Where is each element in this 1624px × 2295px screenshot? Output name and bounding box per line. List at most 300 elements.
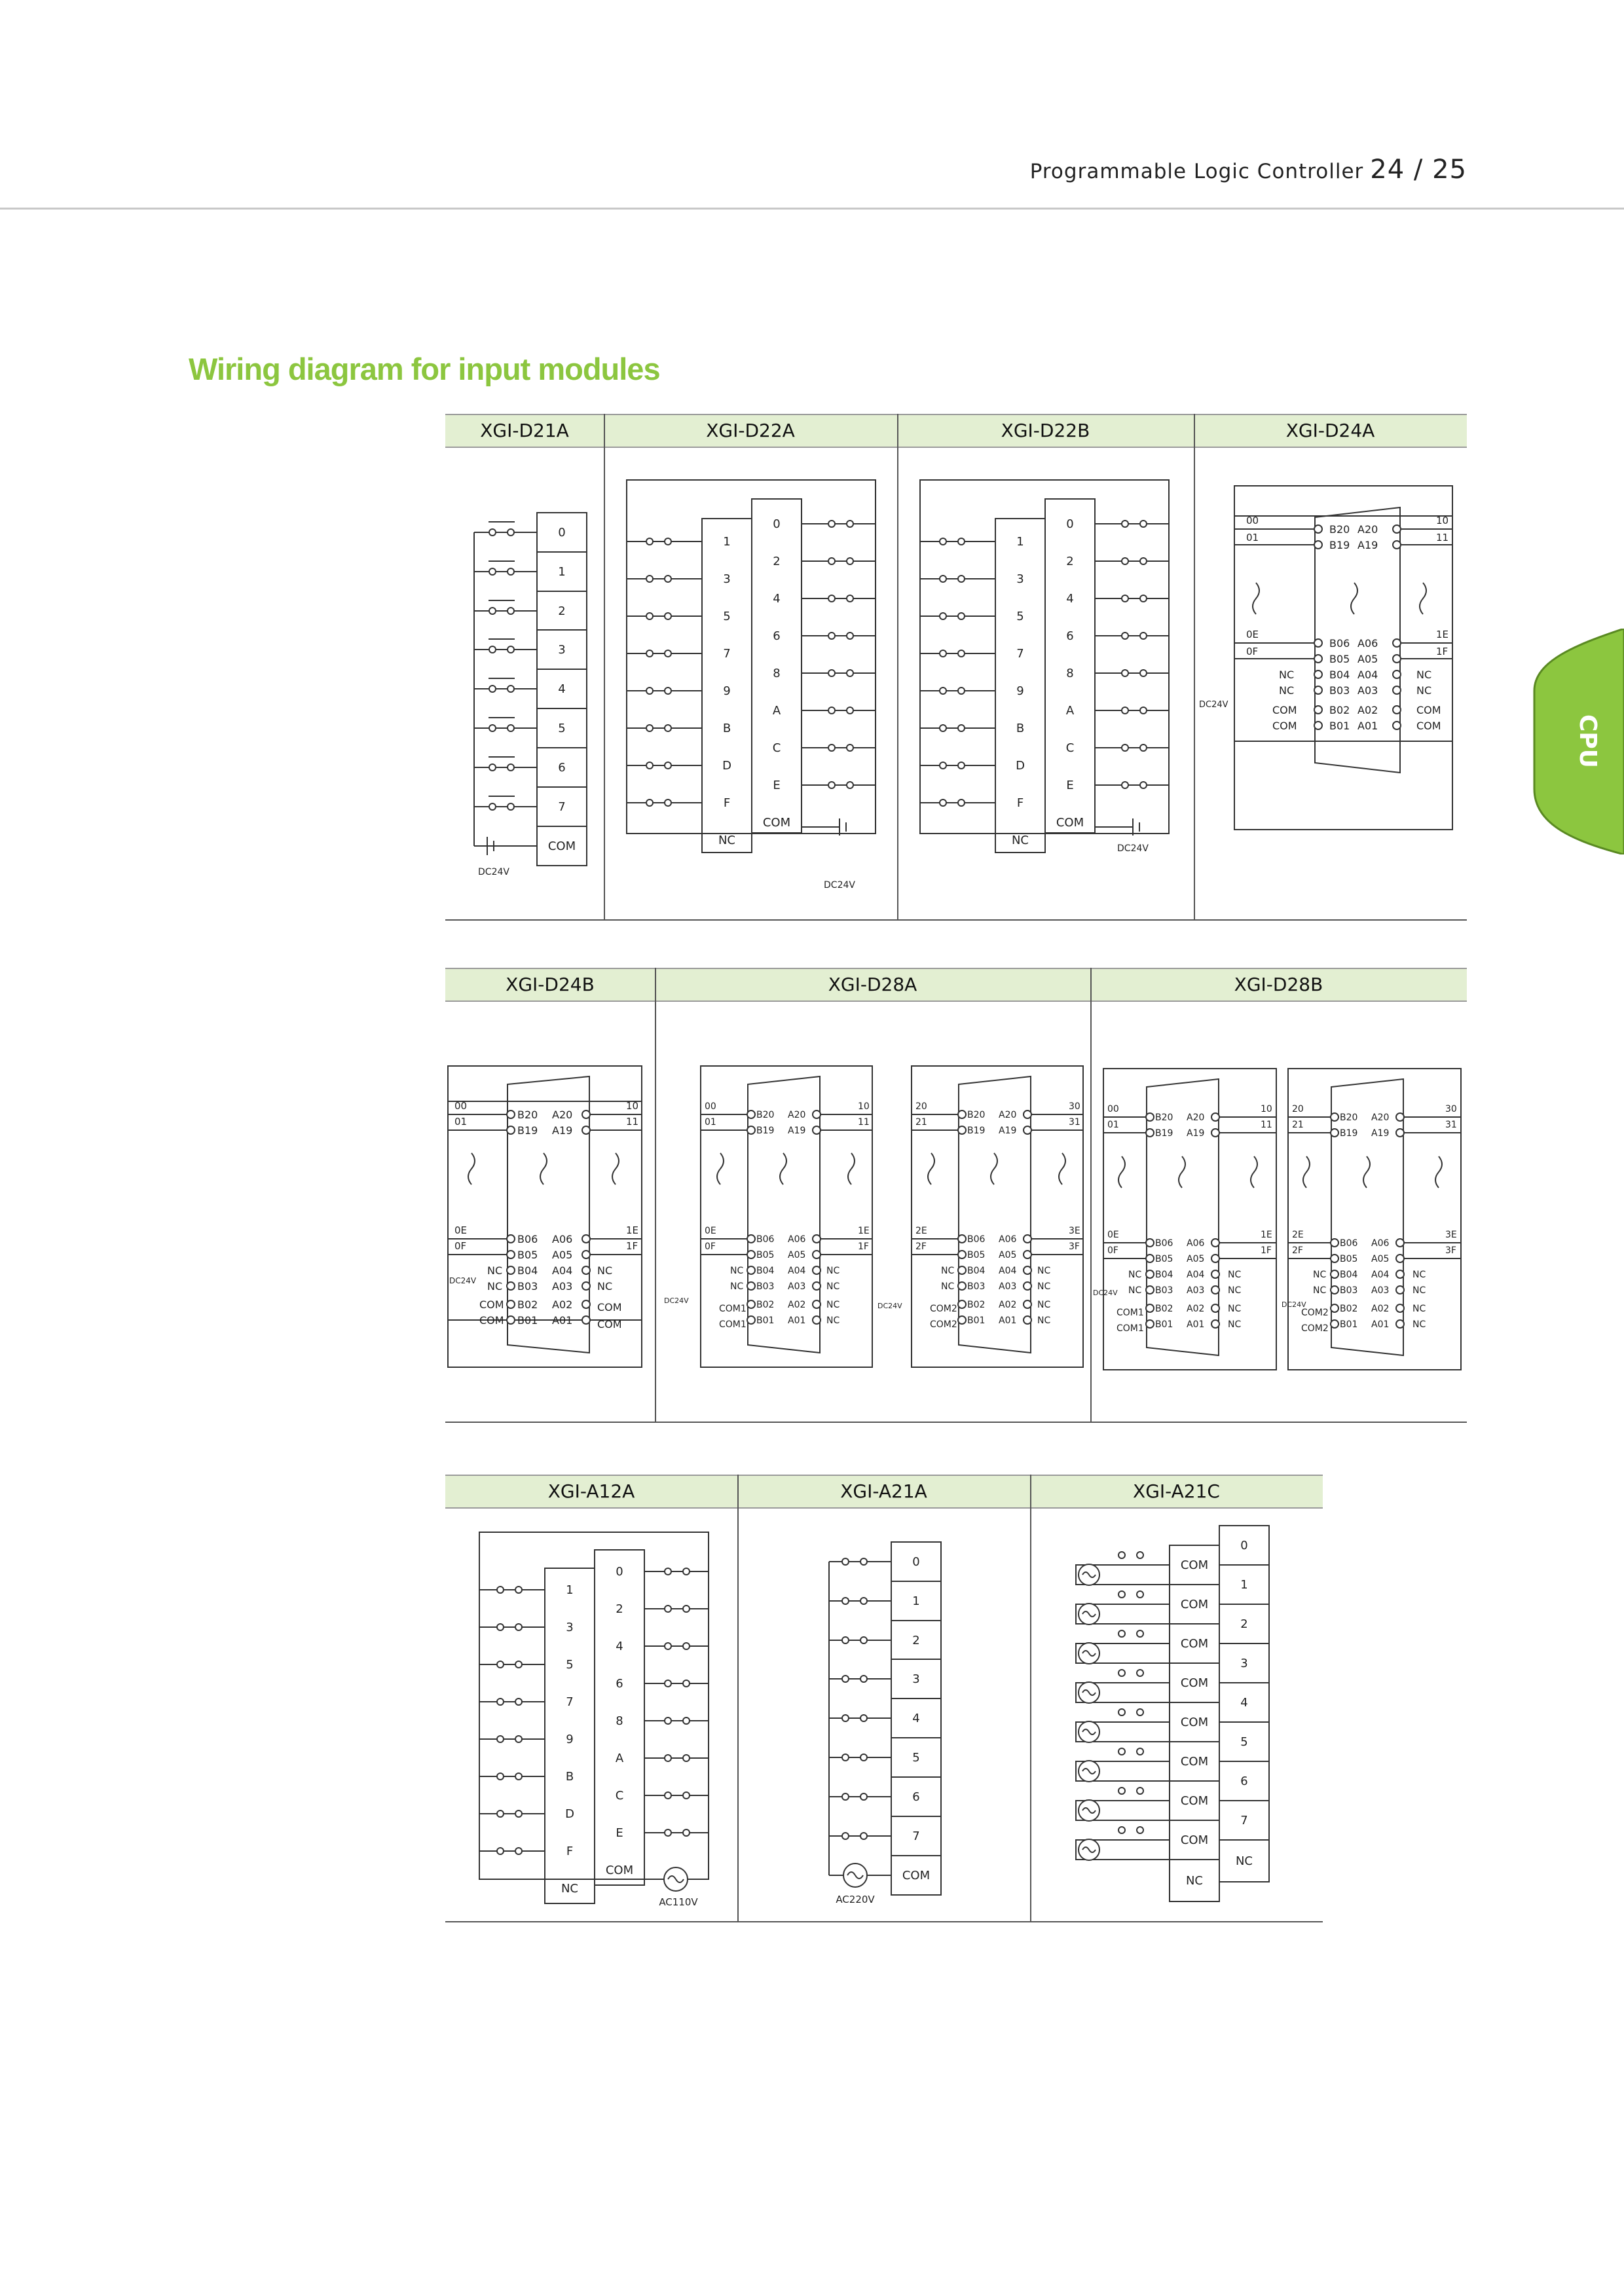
pin-label: B20: [967, 1110, 986, 1120]
pin-label: A01: [788, 1315, 806, 1326]
pin-label: A01: [552, 1314, 573, 1327]
pin-label: B19: [756, 1126, 775, 1136]
input-label: 1F: [626, 1240, 638, 1252]
terminal-label: C: [1065, 741, 1075, 755]
pin-label: A03: [788, 1281, 806, 1292]
side-label: NC: [1416, 684, 1432, 697]
input-label: 11: [1436, 532, 1449, 543]
header-title-text: Programmable Logic Controller: [1029, 160, 1364, 183]
pin-label: B20: [1329, 523, 1350, 536]
terminal-label: E: [773, 779, 781, 792]
terminal-label: 5: [566, 1658, 574, 1672]
terminal-label: 8: [1066, 667, 1074, 680]
input-label: 11: [858, 1117, 870, 1128]
side-label: NC: [487, 1280, 503, 1293]
pin-label: A19: [1371, 1128, 1390, 1139]
pin-label: A04: [1357, 669, 1378, 681]
input-label: 31: [1445, 1120, 1457, 1130]
module-title-xgi-d28a: XGI-D28A: [828, 974, 917, 995]
pin-label: A05: [552, 1249, 573, 1261]
diagram-xgi-d28b: [1090, 999, 1467, 1392]
pin-label: A03: [552, 1280, 573, 1293]
input-label: 10: [858, 1101, 870, 1112]
pin-label: B01: [1340, 1319, 1358, 1330]
input-label: 11: [626, 1116, 639, 1128]
module-title-xgi-a21c: XGI-A21C: [1133, 1480, 1220, 1502]
pin-label: B20: [1340, 1112, 1358, 1123]
input-label: 01: [454, 1116, 468, 1128]
input-label: 3E: [1445, 1230, 1457, 1240]
input-label: 10: [1436, 515, 1449, 526]
terminal-label: NC: [1011, 834, 1029, 847]
pin-label: A04: [999, 1266, 1017, 1276]
terminal-label: B: [565, 1770, 574, 1784]
pin-label: A06: [1371, 1238, 1390, 1249]
terminal-label: COM: [1180, 1637, 1209, 1651]
pin-label: B06: [1340, 1238, 1358, 1249]
input-label: 0F: [1246, 646, 1259, 657]
supply-label: DC24V: [824, 880, 855, 890]
side-label: NC: [826, 1266, 840, 1276]
side-label: COM2: [930, 1319, 957, 1330]
input-label: 0E: [1107, 1230, 1119, 1240]
pin-label: B06: [967, 1234, 986, 1245]
input-label: 30: [1445, 1104, 1457, 1114]
side-label: COM2: [1301, 1323, 1329, 1334]
terminal-label: B: [722, 722, 731, 735]
terminal-label: D: [565, 1807, 574, 1821]
pin-label: B20: [756, 1110, 775, 1120]
terminal-label: 6: [616, 1677, 623, 1691]
supply-label: DC24V: [664, 1296, 689, 1305]
pin-label: B20: [517, 1109, 538, 1121]
module-title-xgi-d24a: XGI-D24A: [1285, 420, 1375, 441]
input-label: 21: [1292, 1120, 1304, 1130]
side-label: COM: [1272, 704, 1297, 716]
pin-label: A19: [788, 1126, 806, 1136]
pin-label: B04: [1340, 1270, 1358, 1280]
pin-label: A20: [552, 1109, 573, 1121]
pin-label: A05: [1187, 1254, 1205, 1264]
pin-label: A02: [1357, 704, 1378, 716]
pin-label: B19: [1155, 1128, 1173, 1139]
pin-label: B04: [756, 1266, 775, 1276]
terminal-label: COM: [1180, 1794, 1209, 1808]
terminal-label: 5: [1016, 610, 1024, 623]
terminal-label: NC: [1235, 1854, 1253, 1868]
input-label: 01: [1246, 532, 1259, 543]
pin-label: A01: [999, 1315, 1017, 1326]
page-number: 24 / 25: [1370, 155, 1467, 185]
side-label: NC: [826, 1315, 840, 1326]
input-label: 3F: [1445, 1245, 1456, 1256]
terminal-label: 4: [1066, 592, 1074, 606]
side-label: NC: [1313, 1270, 1327, 1280]
terminal-label: 6: [1066, 629, 1074, 643]
group-1-header: [445, 414, 1467, 448]
module-title-xgi-d22b: XGI-D22B: [1001, 420, 1090, 441]
side-label: COM1: [719, 1304, 747, 1314]
side-label: NC: [730, 1266, 744, 1276]
side-label: NC: [1037, 1300, 1051, 1310]
side-label: NC: [1313, 1285, 1327, 1296]
module-title-xgi-a12a: XGI-A12A: [547, 1480, 635, 1502]
input-label: 11: [1261, 1120, 1272, 1130]
terminal-label: D: [1016, 759, 1025, 773]
side-label: NC: [1412, 1319, 1426, 1330]
terminal-label: 1: [1240, 1578, 1248, 1592]
pin-label: B02: [756, 1300, 775, 1310]
pin-label: A03: [1371, 1285, 1390, 1296]
pin-label: B02: [967, 1300, 986, 1310]
group-bottom-rule: [445, 919, 1467, 921]
pin-label: B01: [1329, 720, 1350, 732]
terminal-label: 2: [773, 555, 781, 568]
terminal-label: NC: [561, 1882, 579, 1896]
pin-label: A20: [1371, 1112, 1390, 1123]
side-label: COM: [1416, 720, 1441, 732]
side-label: COM: [1272, 720, 1297, 732]
side-label: NC: [1128, 1270, 1142, 1280]
pin-label: A04: [1187, 1270, 1205, 1280]
supply-label: DC24V: [449, 1276, 477, 1285]
terminal-label: 7: [1016, 647, 1024, 661]
side-label: NC: [1037, 1281, 1051, 1292]
terminal-label: 7: [912, 1829, 920, 1843]
terminal-label: B: [1016, 722, 1025, 735]
terminal-label: 9: [723, 684, 731, 698]
side-label: NC: [1279, 684, 1295, 697]
terminal-label: 7: [723, 647, 731, 661]
pin-label: A06: [1357, 637, 1378, 650]
terminal-label: 5: [912, 1751, 920, 1765]
pin-label: B19: [1329, 539, 1350, 551]
pin-label: B04: [1155, 1270, 1173, 1280]
terminal-label: 0: [558, 526, 566, 540]
input-label: 2E: [915, 1226, 927, 1236]
input-label: 00: [454, 1100, 468, 1112]
diagram-xgi-d24b: [445, 999, 655, 1392]
input-label: 30: [1069, 1101, 1080, 1112]
pin-label: A04: [552, 1264, 573, 1277]
terminal-label: 8: [616, 1714, 623, 1728]
terminal-label: 4: [773, 592, 781, 606]
terminal-label: NC: [1185, 1874, 1204, 1888]
input-label: 31: [1069, 1117, 1080, 1128]
side-label: NC: [1279, 669, 1295, 681]
group-2-header: [445, 968, 1467, 1002]
terminal-label: C: [772, 741, 781, 755]
cpu-side-tab[interactable]: [1529, 629, 1624, 854]
terminal-label: 0: [616, 1565, 623, 1579]
side-label: NC: [597, 1280, 613, 1293]
input-label: 0E: [454, 1224, 468, 1236]
terminal-label: 6: [773, 629, 781, 643]
pin-label: B01: [517, 1314, 538, 1327]
terminal-label: 3: [1016, 572, 1024, 586]
pin-label: B03: [1329, 684, 1350, 697]
side-label: COM: [479, 1298, 504, 1311]
input-label: 3E: [1069, 1226, 1080, 1236]
terminal-label: E: [1066, 779, 1074, 792]
terminal-label: 1: [1016, 535, 1024, 549]
pin-label: B05: [1340, 1254, 1358, 1264]
pin-label: B05: [1329, 653, 1350, 665]
group-3: [445, 1475, 1323, 1922]
terminal-label: F: [1016, 796, 1024, 810]
side-label: COM1: [1116, 1323, 1144, 1334]
side-label: NC: [1416, 669, 1432, 681]
terminal-label: F: [566, 1845, 574, 1858]
terminal-label: COM: [605, 1864, 634, 1877]
input-label: 0F: [1107, 1245, 1118, 1256]
module-title-xgi-d24b: XGI-D24B: [506, 974, 595, 995]
pin-label: A19: [552, 1124, 573, 1137]
side-label: COM: [597, 1318, 622, 1331]
side-label: NC: [487, 1264, 503, 1277]
side-label: COM: [597, 1301, 622, 1313]
diagram-xgi-d22a: [604, 445, 897, 904]
side-label: NC: [1412, 1285, 1426, 1296]
terminal-label: 3: [1240, 1657, 1248, 1670]
cpu-tab-label: CPU: [1574, 714, 1601, 769]
pin-label: B03: [517, 1280, 538, 1293]
terminal-label: 2: [1066, 555, 1074, 568]
terminal-label: 0: [1066, 517, 1074, 531]
terminal-label: 2: [616, 1602, 623, 1616]
pin-label: A05: [788, 1250, 806, 1260]
input-label: 2F: [915, 1241, 927, 1252]
pin-label: B06: [756, 1234, 775, 1245]
terminal-label: 4: [616, 1640, 623, 1653]
side-label: NC: [1228, 1270, 1242, 1280]
terminal-label: 6: [912, 1790, 920, 1804]
input-label: 00: [1246, 515, 1259, 526]
terminal-label: COM: [762, 816, 791, 830]
terminal-label: 5: [1240, 1735, 1248, 1749]
supply-label: DC24V: [1199, 700, 1228, 710]
input-label: 1F: [858, 1241, 869, 1252]
terminal-label: 6: [558, 761, 566, 775]
input-label: 21: [915, 1117, 927, 1128]
diagram-xgi-d28a: [655, 999, 1090, 1392]
module-title-xgi-a21a: XGI-A21A: [840, 1480, 927, 1502]
terminal-label: D: [722, 759, 731, 773]
input-label: 10: [626, 1100, 639, 1112]
input-label: 10: [1261, 1104, 1272, 1114]
terminal-label: 7: [558, 800, 566, 814]
terminal-label: 0: [912, 1555, 920, 1569]
terminal-label: COM: [1180, 1598, 1209, 1611]
pin-label: B05: [1155, 1254, 1173, 1264]
module-title-xgi-d28b: XGI-D28B: [1234, 974, 1323, 995]
terminal-label: 4: [1240, 1696, 1248, 1710]
side-label: NC: [1128, 1285, 1142, 1296]
supply-label: AC220V: [836, 1894, 875, 1905]
terminal-label: 9: [566, 1733, 574, 1746]
side-label: NC: [1228, 1319, 1242, 1330]
pin-label: B02: [1340, 1304, 1358, 1314]
pin-label: A06: [1187, 1238, 1205, 1249]
terminal-label: A: [772, 704, 781, 718]
terminal-label: 4: [912, 1712, 920, 1725]
terminal-label: COM: [1180, 1558, 1209, 1572]
pin-label: B05: [517, 1249, 538, 1261]
group-3-header: [445, 1475, 1323, 1509]
pin-label: A05: [1371, 1254, 1390, 1264]
terminal-label: 4: [558, 682, 566, 696]
side-label: COM: [1416, 704, 1441, 716]
pin-label: B06: [517, 1233, 538, 1245]
terminal-label: 3: [558, 643, 566, 657]
input-label: 3F: [1069, 1241, 1080, 1252]
pin-label: B02: [517, 1298, 538, 1311]
terminal-label: A: [1065, 704, 1075, 718]
terminal-label: NC: [718, 834, 736, 847]
side-label: COM1: [1116, 1308, 1144, 1318]
pin-label: A02: [788, 1300, 806, 1310]
pin-label: A06: [788, 1234, 806, 1245]
pin-label: A03: [999, 1281, 1017, 1292]
pin-label: B03: [1340, 1285, 1358, 1296]
terminal-label: 0: [773, 517, 781, 531]
side-label: NC: [1412, 1304, 1426, 1314]
input-label: 01: [705, 1117, 716, 1128]
input-label: 20: [915, 1101, 927, 1112]
supply-label: DC24V: [1093, 1289, 1118, 1297]
pin-label: B03: [756, 1281, 775, 1292]
diagram-xgi-a12a: [445, 1506, 737, 1919]
side-label: NC: [1037, 1266, 1051, 1276]
group-bottom-rule: [445, 1921, 1323, 1922]
side-label: NC: [826, 1281, 840, 1292]
side-label: NC: [1228, 1285, 1242, 1296]
pin-label: A20: [788, 1110, 806, 1120]
terminal-label: COM: [1180, 1676, 1209, 1690]
terminal-label: E: [616, 1826, 623, 1840]
terminal-label: 3: [723, 572, 731, 586]
input-label: 00: [1107, 1104, 1119, 1114]
input-label: 1F: [1436, 646, 1449, 657]
terminal-label: 7: [1240, 1814, 1248, 1827]
input-label: 1E: [626, 1224, 639, 1236]
terminal-label: 9: [1016, 684, 1024, 698]
header-rule: [0, 208, 1624, 210]
supply-label: DC24V: [478, 867, 509, 877]
diagram-xgi-a21a: [737, 1506, 1030, 1919]
pin-label: B05: [756, 1250, 775, 1260]
pin-label: B04: [1329, 669, 1350, 681]
supply-label: DC24V: [1117, 843, 1149, 854]
terminal-label: COM: [1180, 1755, 1209, 1769]
input-label: 0E: [1246, 629, 1259, 640]
pin-label: A02: [1371, 1304, 1390, 1314]
input-label: 1F: [1261, 1245, 1272, 1256]
pin-label: A01: [1371, 1319, 1390, 1330]
input-label: 2E: [1292, 1230, 1304, 1240]
side-label: NC: [1412, 1270, 1426, 1280]
pin-label: B19: [1340, 1128, 1358, 1139]
pin-label: A03: [1357, 684, 1378, 697]
side-label: NC: [941, 1281, 955, 1292]
pin-label: A01: [1187, 1319, 1205, 1330]
pin-label: A04: [788, 1266, 806, 1276]
pin-label: A20: [1357, 523, 1378, 536]
terminal-label: 5: [558, 722, 566, 735]
terminal-label: C: [615, 1789, 624, 1803]
supply-label: DC24V: [1282, 1300, 1306, 1309]
input-label: 01: [1107, 1120, 1119, 1130]
terminal-label: F: [723, 796, 731, 810]
terminal-label: COM: [902, 1869, 931, 1882]
supply-label: AC110V: [659, 1896, 698, 1908]
pin-label: B20: [1155, 1112, 1173, 1123]
section-title: Wiring diagram for input modules: [189, 352, 660, 386]
pin-label: A02: [552, 1298, 573, 1311]
pin-label: A02: [999, 1300, 1017, 1310]
input-label: 1E: [858, 1226, 870, 1236]
pin-label: A04: [1371, 1270, 1390, 1280]
terminal-label: 2: [912, 1634, 920, 1647]
header-title: [851, 155, 1467, 185]
terminal-label: 6: [1240, 1774, 1248, 1788]
terminal-label: 1: [912, 1594, 920, 1608]
pin-label: B02: [1329, 704, 1350, 716]
input-label: 2F: [1292, 1245, 1303, 1256]
pin-label: B03: [967, 1281, 986, 1292]
pin-label: B04: [517, 1264, 538, 1277]
terminal-label: 3: [912, 1672, 920, 1686]
side-label: COM2: [930, 1304, 957, 1314]
terminal-label: 2: [1240, 1617, 1248, 1631]
pin-label: A20: [999, 1110, 1017, 1120]
side-label: NC: [1228, 1304, 1242, 1314]
pin-label: B02: [1155, 1304, 1173, 1314]
group-1: [445, 414, 1467, 921]
pin-label: B19: [517, 1124, 538, 1137]
side-label: NC: [826, 1300, 840, 1310]
pin-label: B04: [967, 1266, 986, 1276]
group-bottom-rule: [445, 1422, 1467, 1423]
input-label: 00: [705, 1101, 716, 1112]
terminal-label: 1: [558, 565, 566, 579]
pin-label: A03: [1187, 1285, 1205, 1296]
pin-label: B06: [1329, 637, 1350, 650]
pin-label: B01: [1155, 1319, 1173, 1330]
terminal-label: 2: [558, 604, 566, 618]
terminal-label: 1: [566, 1583, 574, 1597]
side-label: NC: [597, 1264, 613, 1277]
terminal-label: 0: [1240, 1539, 1248, 1552]
pin-label: B05: [967, 1250, 986, 1260]
diagram-xgi-a21c: [1030, 1506, 1323, 1919]
terminal-label: 7: [566, 1695, 574, 1709]
terminal-label: COM: [1180, 1716, 1209, 1729]
pin-label: A05: [999, 1250, 1017, 1260]
diagram-xgi-d24a: [1194, 445, 1467, 904]
input-label: 1E: [1436, 629, 1449, 640]
pin-label: B03: [1155, 1285, 1173, 1296]
pin-label: A06: [999, 1234, 1017, 1245]
pin-label: B01: [967, 1315, 986, 1326]
terminal-label: COM: [1056, 816, 1084, 830]
diagram-xgi-d22b: [897, 445, 1194, 904]
input-label: 0F: [705, 1241, 716, 1252]
pin-label: A06: [552, 1233, 573, 1245]
module-title-xgi-d21a: XGI-D21A: [480, 420, 569, 441]
pin-label: A20: [1187, 1112, 1205, 1123]
supply-label: DC24V: [877, 1302, 902, 1310]
